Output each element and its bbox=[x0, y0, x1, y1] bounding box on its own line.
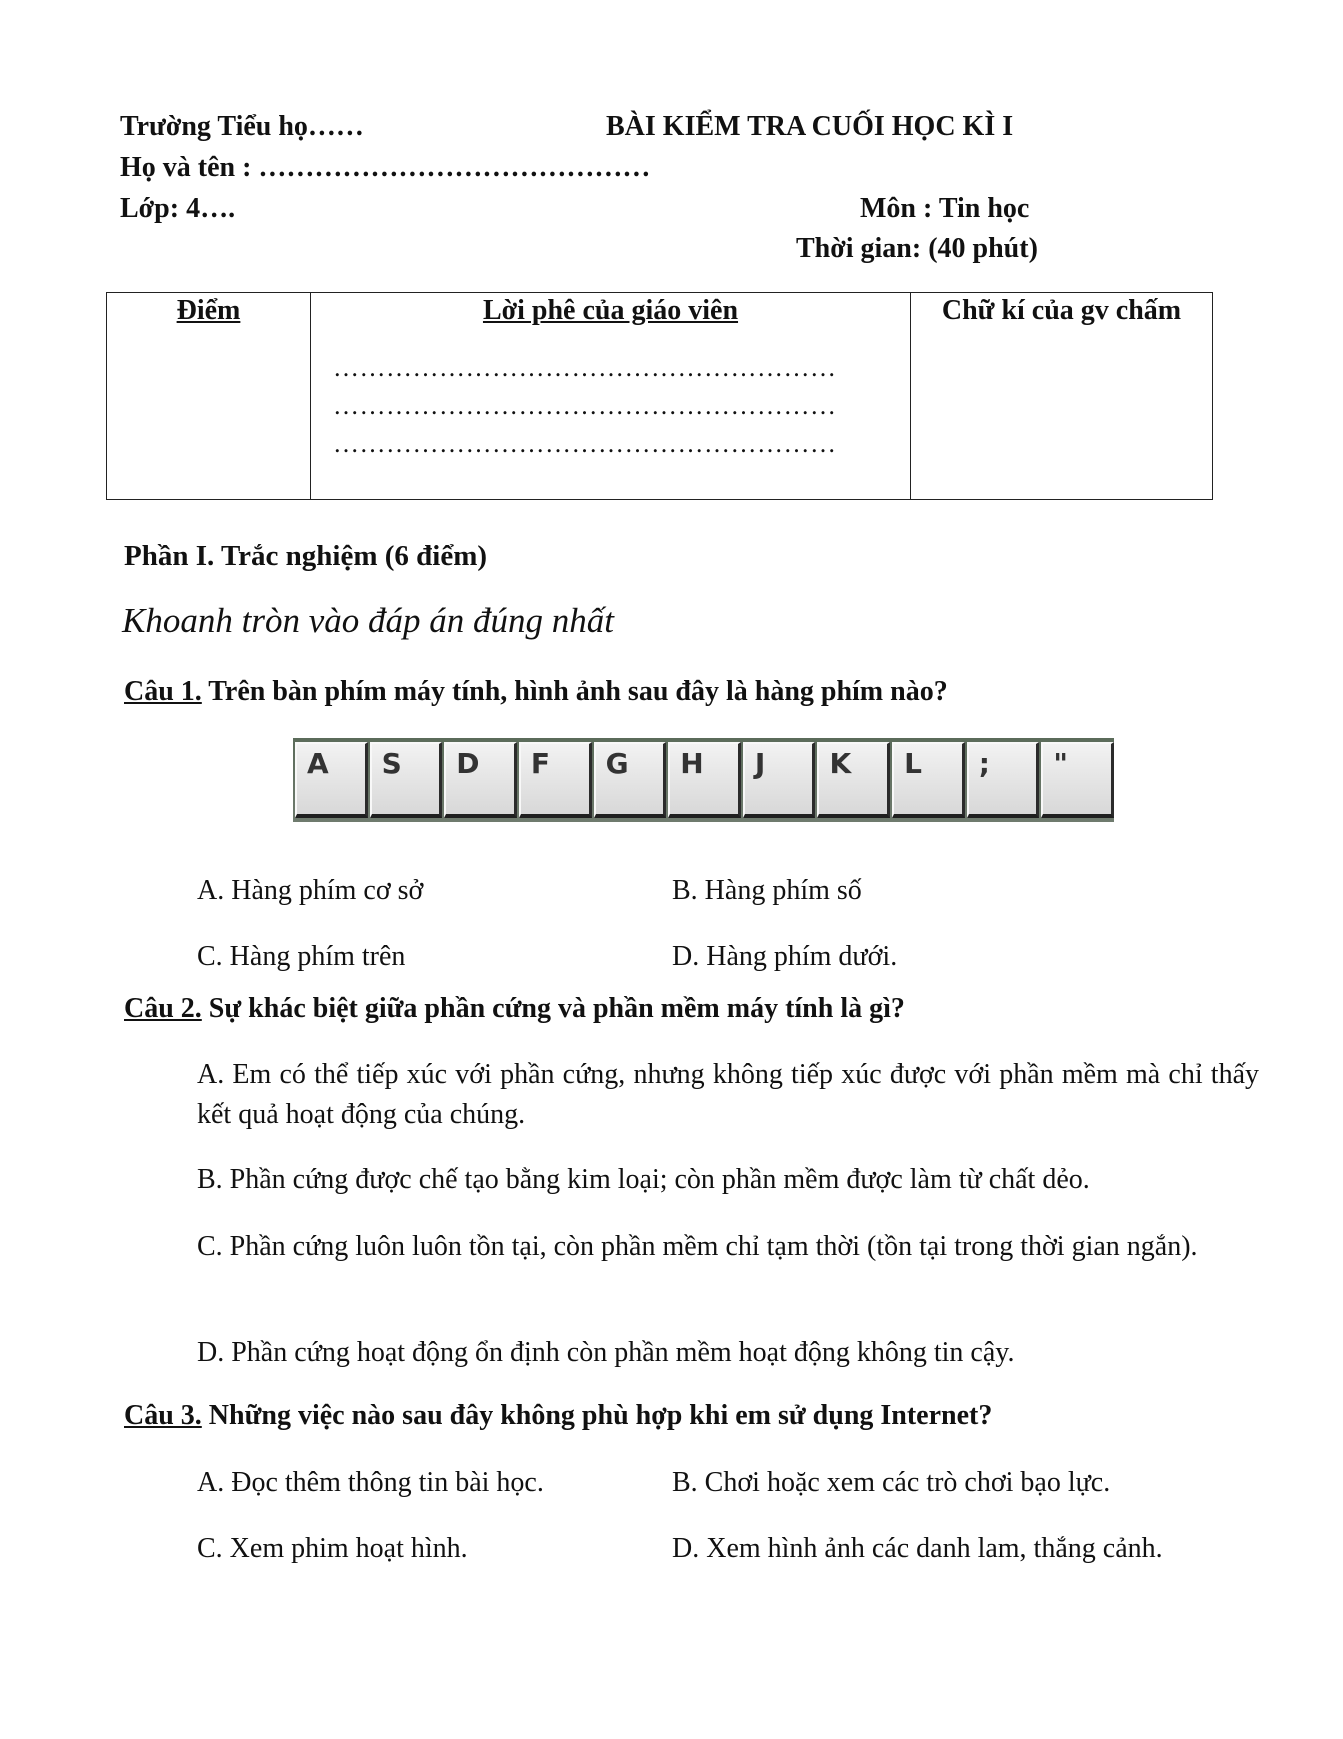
question-3 bbox=[124, 1400, 992, 1432]
grading-table bbox=[106, 292, 1213, 500]
question-number: Câu 3. bbox=[124, 1400, 202, 1431]
q1-option-a[interactable]: A. Hàng phím cơ sở bbox=[197, 875, 424, 906]
question-text: Những việc nào sau đây không phù hợp khi em sử dụng Internet? bbox=[201, 1400, 993, 1431]
question-text: Trên bàn phím máy tính, hình ảnh sau đây là hàng phím nào? bbox=[201, 676, 948, 707]
comment-line: ………………………………………………… bbox=[333, 353, 837, 382]
keyboard-key: J bbox=[743, 742, 816, 818]
keyboard-key: K bbox=[817, 742, 890, 818]
q2-option-c[interactable]: C. Phần cứng luôn luôn tồn tại, còn phần mềm chỉ tạm thời (tồn tại trong thời gian ngắn). bbox=[197, 1231, 1198, 1262]
q1-option-d[interactable]: D. Hàng phím dưới. bbox=[672, 941, 898, 972]
comment-column bbox=[310, 293, 910, 499]
class-field: Lớp: 4…. bbox=[120, 193, 236, 224]
question-number: Câu 1. bbox=[124, 676, 202, 707]
keyboard-key: " bbox=[1041, 742, 1114, 818]
comment-header: Lời phê của giáo viên bbox=[482, 295, 739, 326]
section-instruction: Khoanh tròn vào đáp án đúng nhất bbox=[122, 601, 614, 640]
exam-title: BÀI KIỂM TRA CUỐI HỌC KÌ I bbox=[606, 111, 1014, 142]
question-1 bbox=[124, 676, 948, 708]
q1-option-b[interactable]: B. Hàng phím số bbox=[672, 875, 862, 906]
signature-header: Chữ kí của gv chấm bbox=[941, 295, 1182, 326]
subject-label: Môn : Tin học bbox=[860, 193, 1030, 224]
q3-option-d[interactable]: D. Xem hình ảnh các danh lam, thắng cảnh. bbox=[672, 1533, 1163, 1564]
q1-option-c[interactable]: C. Hàng phím trên bbox=[197, 941, 406, 972]
keyboard-key: F bbox=[519, 742, 592, 818]
q2-option-a[interactable]: A. Em có thể tiếp xúc với phần cứng, nhưng không tiếp xúc được với phần mềm mà chỉ thấy kết quả hoạt động của chúng. bbox=[197, 1059, 1259, 1130]
q2-option-b[interactable]: B. Phần cứng được chế tạo bằng kim loại; còn phần mềm được làm từ chất dẻo. bbox=[197, 1164, 1090, 1195]
comment-line: ………………………………………………… bbox=[333, 429, 837, 458]
time-label: Thời gian: (40 phút) bbox=[796, 233, 1038, 264]
keyboard-key: D bbox=[444, 742, 517, 818]
keyboard-key: S bbox=[370, 742, 443, 818]
q2-option-d[interactable]: D. Phần cứng hoạt động ổn định còn phần mềm hoạt động không tin cậy. bbox=[197, 1337, 1015, 1368]
section-title: Phần I. Trắc nghiệm (6 điểm) bbox=[124, 540, 488, 572]
student-name-field: Họ và tên : …………………………………… bbox=[120, 152, 651, 183]
keyboard-key: H bbox=[668, 742, 741, 818]
q3-option-b[interactable]: B. Chơi hoặc xem các trò chơi bạo lực. bbox=[672, 1467, 1111, 1498]
keyboard-key: L bbox=[892, 742, 965, 818]
score-header: Điểm bbox=[176, 295, 241, 326]
q3-option-c[interactable]: C. Xem phim hoạt hình. bbox=[197, 1533, 468, 1564]
question-number: Câu 2. bbox=[124, 993, 202, 1024]
score-column bbox=[107, 293, 310, 499]
school-name: Trường Tiểu họ…… bbox=[120, 111, 364, 142]
question-text: Sự khác biệt giữa phần cứng và phần mềm máy tính là gì? bbox=[201, 993, 905, 1024]
keyboard-key: ; bbox=[967, 742, 1040, 818]
question-2 bbox=[124, 993, 905, 1025]
keyboard-key: G bbox=[594, 742, 667, 818]
comment-line: ………………………………………………… bbox=[333, 391, 837, 420]
keyboard-row-image bbox=[293, 738, 1114, 822]
signature-column bbox=[910, 293, 1212, 499]
q3-option-a[interactable]: A. Đọc thêm thông tin bài học. bbox=[197, 1467, 544, 1498]
keyboard-key: A bbox=[295, 742, 368, 818]
